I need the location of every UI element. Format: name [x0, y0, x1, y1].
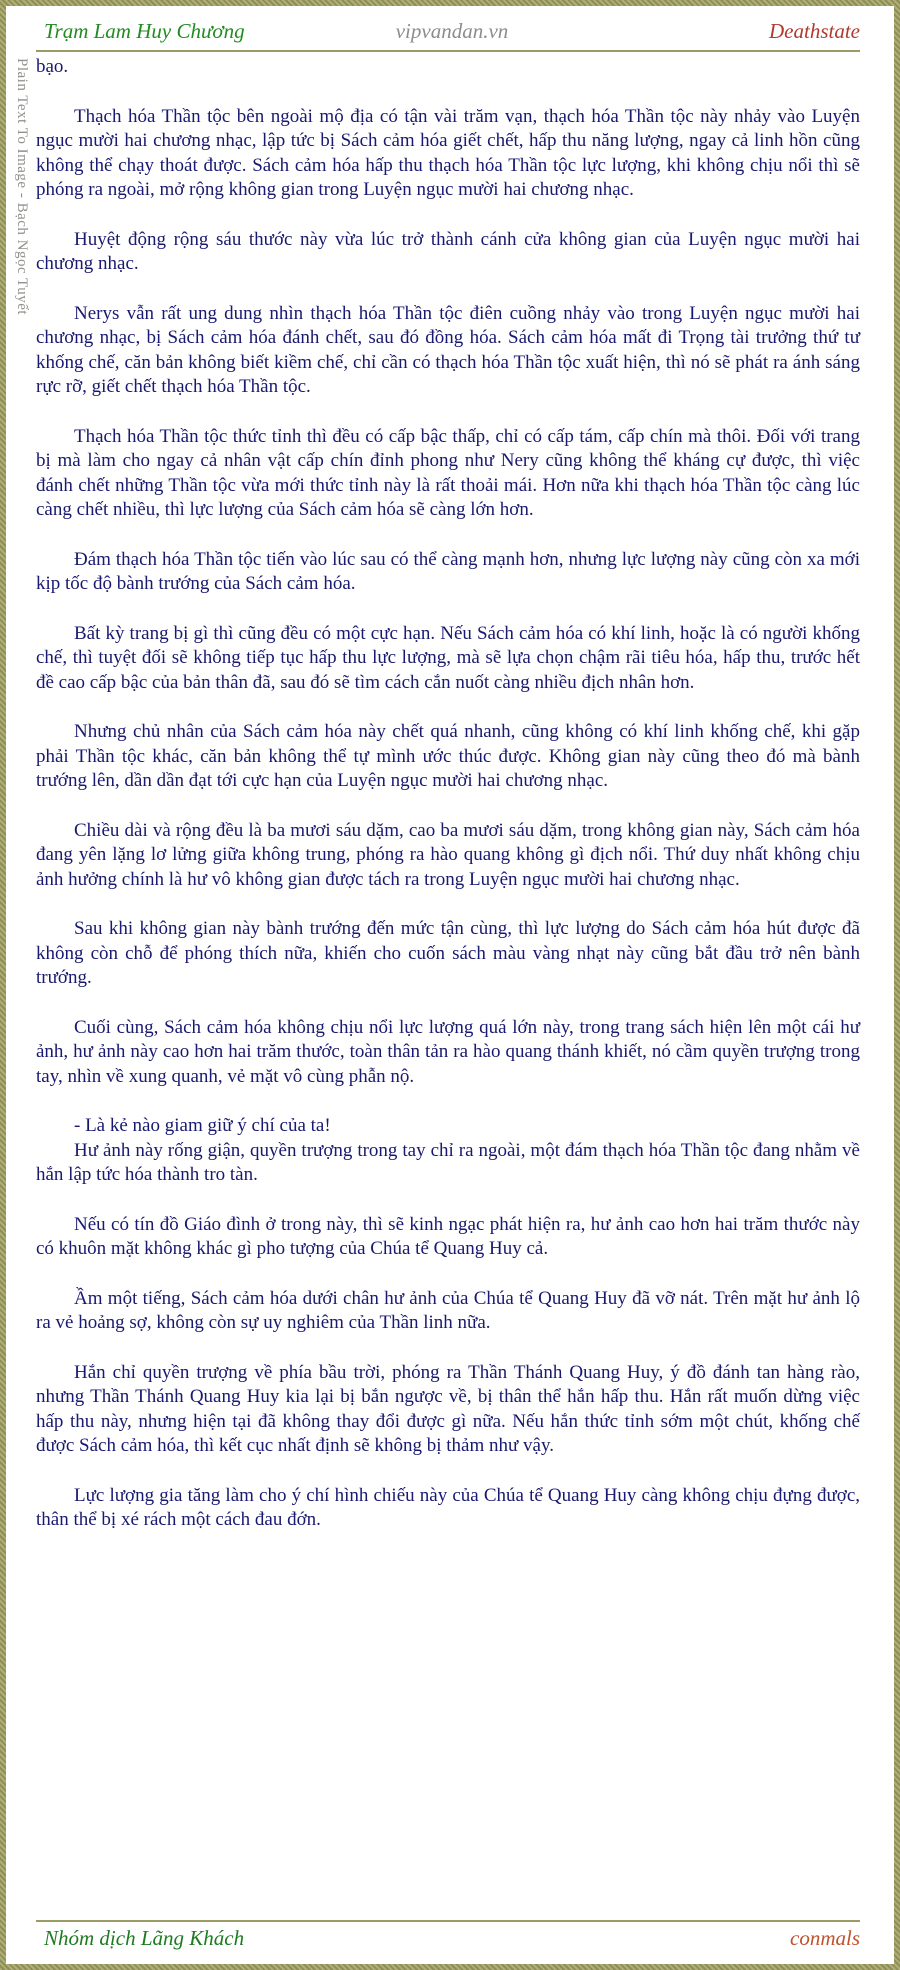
paragraph: Nhưng chủ nhân của Sách cảm hóa này chết quá nhanh, cũng không có khí linh khống chế, khi gặp phải Thần tộc khác, căn bản không thể tự mình ước thúc được. Không gian này cũng theo đó mà bành trướng lên, dần dần đạt tới cực hạn của Luyện ngục mười hai chương nhạc.: [36, 721, 860, 791]
paragraph: Ầm một tiếng, Sách cảm hóa dưới chân hư ảnh của Chúa tể Quang Huy đã vỡ nát. Trên mặt hư ảnh lộ ra vẻ hoảng sợ, không còn sự uy nghiêm của Thần linh nữa.: [36, 1287, 860, 1333]
paragraph: Hắn chỉ quyền trượng về phía bầu trời, phóng ra Thần Thánh Quang Huy, ý đồ đánh tan hàng rào, nhưng Thần Thánh Quang Huy kia lại bị bắn ngược về, bị thân thể hắn hấp thu. Hắn rất muốn dừng việc hấp thu này, nhưng hiện tại đã không thay đổi được gì nữa. Nếu hắn thức tỉnh sớm một chút, khống chế được Sách cảm hóa, thì kết cục nhất định sẽ không bị thảm như vậy.: [36, 1361, 860, 1456]
page-footer: [36, 1916, 860, 1954]
header-book-title: Deathstate: [769, 19, 860, 43]
header-site-watermark: vipvandan.vn: [395, 19, 509, 43]
paragraph: Hư ảnh này rống giận, quyền trượng trong tay chỉ ra ngoài, một đám thạch hóa Thần tộc đang nhằm về hắn lập tức hóa thành tro tàn.: [36, 1139, 860, 1185]
paragraph: Thạch hóa Thần tộc thức tỉnh thì đều có cấp bậc thấp, chỉ có cấp tám, cấp chín mà thôi. Đối với trang bị mà làm cho ngay cả nhân vật cấp chín đỉnh phong như Nery cũng không thể kháng cự được, thì việc đánh chết những Thần tộc vừa mới thức tỉnh này là rất thoải mái. Hơn nữa khi thạch hóa Thần tộc càng lúc càng chết nhiều, thì lực lượng của Sách cảm hóa sẽ càng lớn hơn.: [36, 425, 860, 520]
paragraph: Bất kỳ trang bị gì thì cũng đều có một cực hạn. Nếu Sách cảm hóa có khí linh, hoặc là có người khống chế, thì tuyệt đối sẽ không tiếp tục hấp thu lực lượng, mà sẽ lựa chọn chậm rãi tiêu hóa, hấp thu, trước hết đề cao cấp bậc của bản thân đã, sau đó sẽ tìm cách cắn nuốt càng nhiều địch nhân hơn.: [36, 622, 860, 693]
paragraph: Nếu có tín đồ Giáo đình ở trong này, thì sẽ kinh ngạc phát hiện ra, hư ảnh cao hơn hai trăm thước này có khuôn mặt không khác gì pho tượng của Chúa tể Quang Huy cả.: [36, 1213, 860, 1259]
vertical-watermark: Plain Text To Image - Bạch Ngọc Tuyết: [14, 58, 30, 316]
footer-translator-group: Nhóm dịch Lãng Khách: [44, 1926, 245, 1950]
document-page: [6, 6, 894, 1964]
paragraph: Sau khi không gian này bành trướng đến mức tận cùng, thì lực lượng do Sách cảm hóa hút được đã không còn chỗ để phóng thích nữa, khiến cho cuốn sách màu vàng nhạt này cũng bắt đầu trở nên bành trướng.: [36, 918, 860, 988]
paragraph: - Là kẻ nào giam giữ ý chí của ta!: [74, 1115, 331, 1136]
paragraph: Huyệt động rộng sáu thước này vừa lúc trở thành cánh cửa không gian của Luyện ngục mười hai chương nhạc.: [36, 228, 860, 274]
paragraph: bạo.: [36, 56, 69, 77]
header-series-title: Trạm Lam Huy Chương: [44, 19, 245, 43]
paragraph: Chiều dài và rộng đều là ba mươi sáu dặm, cao ba mươi sáu dặm, trong không gian này, Sách cảm hóa đang yên lặng lơ lửng giữa không trung, phóng ra hào quang không gì địch nổi. Thứ duy nhất không chịu ảnh hưởng chính là hư vô không gian được tách ra trong Luyện ngục mười hai chương nhạc.: [36, 819, 860, 890]
footer-translator-credit: conmals: [790, 1926, 860, 1950]
chapter-text: [36, 55, 860, 1533]
footer-row: [36, 1922, 860, 1954]
paragraph: Nerys vẫn rất ung dung nhìn thạch hóa Thần tộc điên cuồng nhảy vào trong Luyện ngục mười hai chương nhạc, bị Sách cảm hóa đánh chết, sau đó đồng hóa. Sách cảm hóa mất đi Trọng tài trưởng thứ tư khống chế, căn bản không biết kiềm chế, chỉ cần có thạch hóa Thần tộc xuất hiện, thì nó sẽ phát ra ánh sáng rực rỡ, giết chết thạch hóa Thần tộc.: [36, 302, 860, 397]
paragraph: Lực lượng gia tăng làm cho ý chí hình chiếu này của Chúa tể Quang Huy càng không chịu đựng được, thân thể bị xé rách một cách đau đớn.: [36, 1484, 860, 1530]
page-header: [36, 16, 860, 46]
paragraph: Cuối cùng, Sách cảm hóa không chịu nổi lực lượng quá lớn này, trong trang sách hiện lên một cái hư ảnh, hư ảnh này cao hơn hai trăm thước, toàn thân tản ra hào quang thánh khiết, nó cầm quyền trượng trong tay, nhìn về xung quanh, vẻ mặt vô cùng phẫn nộ.: [36, 1016, 860, 1087]
paragraph: Thạch hóa Thần tộc bên ngoài mộ địa có tận vài trăm vạn, thạch hóa Thần tộc này nhảy vào Luyện ngục mười hai chương nhạc, lập tức bị Sách cảm hóa giết chết, hấp thu năng lượng, ngay cả linh hồn cũng không thể chạy thoát được. Sách cảm hóa hấp thu thạch hóa Thần tộc lực lượng, khi không chịu nổi thì sẽ phóng ra ngoài, mở rộng không gian trong Luyện ngục mười hai chương nhạc.: [36, 105, 860, 200]
paragraph: Đám thạch hóa Thần tộc tiến vào lúc sau có thể càng mạnh hơn, nhưng lực lượng này cũng còn xa mới kịp tốc độ bành trướng của Sách cảm hóa.: [36, 548, 860, 594]
header-divider: [36, 50, 860, 52]
